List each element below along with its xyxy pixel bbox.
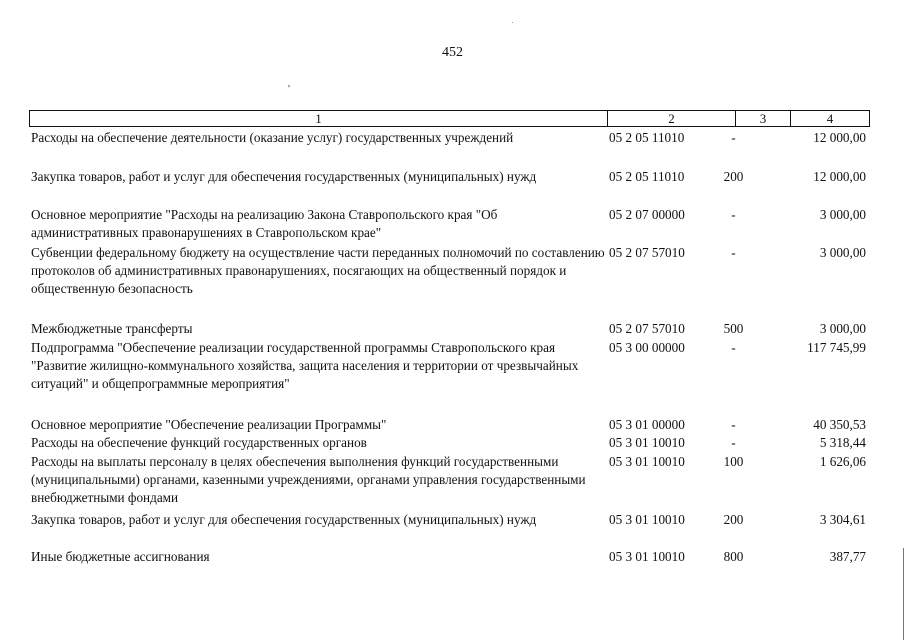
row-amount: 12 000,00: [813, 130, 866, 145]
header-col-3: 3: [736, 111, 791, 126]
row-amount: 1 626,06: [819, 454, 866, 469]
row-description: Межбюджетные трансферты: [31, 321, 193, 336]
header-col-1: 1: [30, 111, 608, 126]
row-description: Расходы на выплаты персоналу в целях обеспечения выполнения функций государственными (муниципальными) органами, казенными учреждениями, органами управления государственными внебюджетными фондами: [31, 454, 586, 505]
row-amount: 5 318,44: [819, 435, 866, 450]
scan-speck: [512, 22, 513, 23]
row-expense-type: 200: [723, 169, 744, 184]
row-code: 05 2 07 00000: [609, 207, 685, 222]
row-expense-type: -: [731, 340, 736, 355]
stray-mark: ': [288, 83, 290, 95]
scan-edge-line: [903, 548, 904, 640]
row-code: 05 3 01 10010: [609, 435, 685, 450]
row-expense-type: 100: [723, 454, 744, 469]
row-expense-type: 800: [723, 549, 744, 564]
row-description: Закупка товаров, работ и услуг для обеспечения государственных (муниципальных) нужд: [31, 169, 537, 184]
row-code: 05 3 01 10010: [609, 454, 685, 469]
row-code: 05 2 07 57010: [609, 321, 685, 336]
header-col-2: 2: [608, 111, 736, 126]
row-expense-type: -: [731, 207, 736, 222]
row-expense-type: -: [731, 417, 736, 432]
row-amount: 117 745,99: [807, 340, 866, 355]
row-code: 05 2 07 57010: [609, 245, 685, 260]
row-code: 05 3 00 00000: [609, 340, 685, 355]
row-description: Субвенции федеральному бюджету на осуществление части переданных полномочий по составлению протоколов об административных правонарушениях, посягающих на общественный порядок и общественную безопасность: [31, 245, 605, 296]
row-expense-type: 500: [723, 321, 744, 336]
row-description: Закупка товаров, работ и услуг для обеспечения государственных (муниципальных) нужд: [31, 512, 537, 527]
header-col-4: 4: [826, 111, 834, 126]
row-amount: 387,77: [829, 549, 866, 564]
row-description: Основное мероприятие "Обеспечение реализации Программы": [31, 417, 387, 432]
row-expense-type: -: [731, 435, 736, 450]
row-code: 05 3 01 00000: [609, 417, 685, 432]
row-amount: 40 350,53: [813, 417, 866, 432]
row-amount: 12 000,00: [813, 169, 866, 184]
row-code: 05 3 01 10010: [609, 512, 685, 527]
row-description: Основное мероприятие "Расходы на реализацию Закона Ставропольского края "Об административных правонарушениях в Ставропольском крае": [31, 207, 498, 240]
row-amount: 3 304,61: [819, 512, 866, 527]
row-expense-type: -: [731, 130, 736, 145]
row-amount: 3 000,00: [819, 207, 866, 222]
row-description: Подпрограмма "Обеспечение реализации государственной программы Ставропольского края "Развитие жилищно-коммунального хозяйства, защита населения и территории от чрезвычайных ситуаций" и общепрограммные мероприятия": [31, 340, 579, 391]
row-amount: 3 000,00: [819, 245, 866, 260]
row-expense-type: -: [731, 245, 736, 260]
row-amount: 3 000,00: [819, 321, 866, 336]
row-code: 05 2 05 11010: [609, 130, 685, 145]
page-number: 452: [442, 45, 463, 60]
row-description: Расходы на обеспечение деятельности (оказание услуг) государственных учреждений: [31, 130, 514, 145]
row-description: Иные бюджетные ассигнования: [31, 549, 210, 564]
column-number-header: [29, 110, 870, 127]
row-expense-type: 200: [723, 512, 744, 527]
row-code: 05 3 01 10010: [609, 549, 685, 564]
row-description: Расходы на обеспечение функций государственных органов: [31, 435, 367, 450]
row-code: 05 2 05 11010: [609, 169, 685, 184]
